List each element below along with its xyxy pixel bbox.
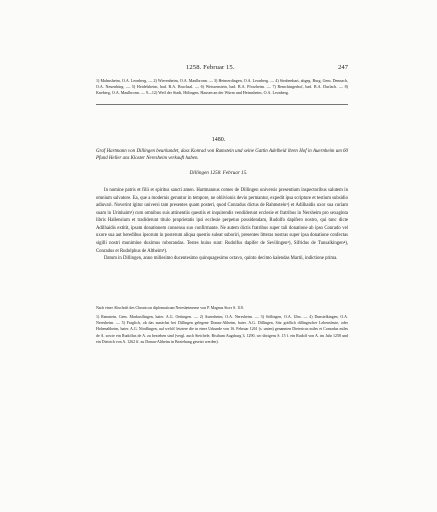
source-note: Nach einer Abschrift des Chronicon diplomaticum Neresheimense von P. Magnus Storr S. 110. — [96, 306, 244, 310]
page-number: 247 — [338, 64, 348, 71]
footnotes-document: 1) Ramstein, Gem. Markusflingen, baier. A.G. Oettingen. — 2) Auernheim, O.A. Neresheim. — 3) Söflingen, O.A. Ulm. — 4) Dunstelkingen, O.A. Neresheim. — 5) Fraglich, ob das zunächst bei Dillingen gelegene Donau-Altheim, baier. A.G. Dillingen, Sitz gräflich dillingischer Lehensleute, oder Hohenaltheim, baier. A.G. Nördlingen, auf welch' letztere die in einer Urkunde von 16. Februar 1261 (s. unten) genannten Dietericus miles et Conradus miles de A. sowie ein Rudolfus de A. zu beziehen sind (vergl. auch Steichele, Bisthum Augsburg 3, 1290, wo übrigens S. 15 f. ein Rudolf von A. im Jahr 1258 und ein Dietrich von A. 1262 ff. zu Donau-Altheim in Beziehung gesetzt werden). — [96, 314, 348, 344]
running-head-date: 1258. Februar 15. — [186, 64, 235, 71]
document-body — [96, 187, 348, 263]
document-number: 1480. — [211, 137, 226, 143]
body-paragraph: Datum in Dillingen, anno millesimo ducentesimo quinquagesimo octavo, quinto decimo kalendas Martii, indictione prima. — [104, 256, 338, 262]
document-summary: Graf Hartmann von Dillingen beurkundet, dass Konrad von Ramstein und seine Gattin Adelheid ihren Hof in Auernheim um 60 Pfund Heller ans Kloster Neresheim verkauft haben. — [96, 149, 348, 162]
document-dateline: Dillingen 1258. Februar 15. — [189, 170, 248, 176]
running-head — [96, 64, 348, 74]
footnotes-previous-document: 1) Malmsheim, O.A. Leonberg. — 2) Wierenheim, O.A. Maulbronn. — 3) Heimerdingen, O.A. Leonberg. — 4) Sirnbenhart, abgeg. Burg, Gem. Dennach, O.A. Neuenbürg. — 5) Heidelsheim, bad. B.A. Bruchsal. — 6) Weissenstein, bad. B.A. Pforzheim. — 7) Remchingerhof, bad. B.A. Durlach. — 8) Kneberg, O.A. Maulbronn. — 9—12) Weil der Stadt, Hölingen, Hausen an der Würm und Heimsheim, O.A. Leonberg. — [96, 78, 348, 96]
separator-rule — [96, 104, 348, 105]
body-paragraph: In nomine patris et filii et spiritus sancti amen. Hartmannus comes de Dillingen universis presentium inspectoribus salutem in omnium salvatore. Ea, que a modernis geruntur in tempore, ne oblivionis devio permantur, expedit ipsa scripture et testium subsidio adiuvari. Noverint igitur universi tam presentes quam posteri, quod Conradus dictus de Rahmstein¹) et Adilhaidis uxor sua curiam suam in Urinhaim²) cum omnibus suis attinentiis questiis et inquirendis vendiderunt ecclesie et fratribus in Nersheim pro sexaginta libris Hallensium et tradiderunt titulo proprietatis ipsi ecclesie perpetuo possidendam, Rudolfo dapifero nostro, qui tunc dicte Adilhaidis extitit, ipsam donationem consensu suo confirmante. Ne autem dictis fratribus super tali donatione ab ipso Conrado vel uxore sua aut heredibus ipsorum in posterum aliqua questio suleat suboriri, presentes litteras nostras super ipsa donatione confectas sigilli nostri munimine duximus roborandas. Testes huius sunt: Rudolfus dapifer de Sevilingen³), Sifridus de Tunsalkingen⁴), Conradus et Rudolphus de Altheim⁵). — [96, 188, 348, 254]
